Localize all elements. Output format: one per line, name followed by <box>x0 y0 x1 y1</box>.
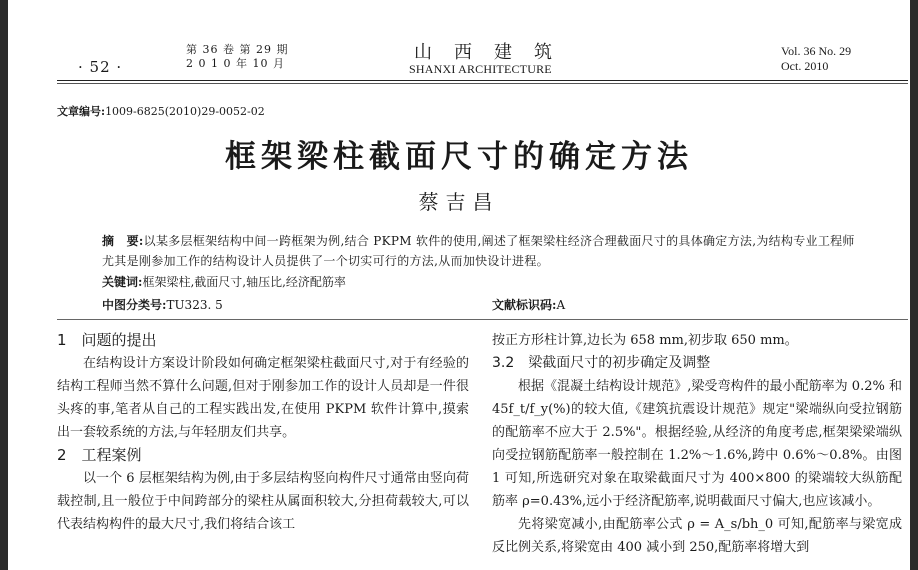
continued-text: 按正方形柱计算,边长为 658 mm,初步取 650 mm。 <box>492 333 798 348</box>
page-number: · 52 · <box>78 58 123 76</box>
keywords-label: 关键词: <box>102 275 143 289</box>
doc-code-value: A <box>556 298 566 312</box>
classification-number <box>102 296 223 313</box>
abstract <box>102 231 862 271</box>
article-number-value: 1009-6825(2010)29-0052-02 <box>105 105 265 118</box>
header-rule-thin <box>57 83 908 84</box>
volume-line2: Oct. 2010 <box>781 59 829 73</box>
section-1-heading: 1 问题的提出 <box>57 331 157 349</box>
section-2-heading: 2 工程案例 <box>57 446 142 464</box>
header-rule <box>57 80 908 81</box>
section-3-2-paragraph-2: 先将梁宽减小,由配筋率公式 ρ = A_s/bh_0 可知,配筋率与梁宽成反比例关系,将梁宽由 400 减小到 250,配筋率将增大到 <box>492 517 902 555</box>
section-3-2-paragraph-1: 根据《混凝土结构设计规范》,梁受弯构件的最小配筋率为 0.2% 和 45f_t/f_y(%)的较大值,《建筑抗震设计规范》规定"梁端纵向受拉钢筋的配筋率不应大于 2.5%"。根据经验,从经济的角度考虑,框架梁梁端纵向受拉钢筋配筋率一般控制在 1.2%～1.6%,跨中 0.6%～0.8%。由图 1 可知,所选研究对象在取梁截面尺寸为 400×800 的梁端较大纵筋配筋率 ρ=0.43%,远小于经济配筋率,说明截面尺寸偏大,也应该减小。 <box>492 379 902 509</box>
issue-info-cn <box>186 43 288 71</box>
document-code <box>492 296 565 313</box>
doc-code-label: 文献标识码: <box>492 298 557 312</box>
viewer-frame-right <box>910 0 918 570</box>
section-3-2-heading: 3.2 梁截面尺寸的初步确定及调整 <box>492 355 711 371</box>
author-name: 蔡吉昌 <box>418 190 500 214</box>
viewer-frame-left <box>0 0 8 570</box>
issue-info-cn-line2: 2 0 1 0 年 10 月 <box>186 57 285 70</box>
left-column <box>57 329 469 536</box>
abstract-divider <box>57 319 908 320</box>
journal-title-cn: 山西建筑 <box>414 42 574 63</box>
clc-label: 中图分类号: <box>102 298 167 312</box>
issue-info-cn-line1: 第 36 卷 第 29 期 <box>186 43 289 56</box>
keywords <box>102 273 346 290</box>
article-number-label: 文章编号: <box>57 105 106 118</box>
section-1-paragraph: 在结构设计方案设计阶段如何确定框架梁柱截面尺寸,对于有经验的结构工程师当然不算什么问题,但对于刚参加工作的设计人员却是一件很头疼的事,笔者从自己的工程实践出发,在使用 PKPM 软件计算中,摸索出一套较系统的方法,与年轻朋友们共享。 <box>57 356 469 440</box>
right-column <box>492 329 902 559</box>
section-2-paragraph: 以一个 6 层框架结构为例,由于多层结构竖向构件尺寸通常由竖向荷载控制,且一般位于中间跨部分的梁柱从属面积较大,分担荷载较大,可以代表结构构件的最大尺寸,我们将结合该工 <box>57 471 469 532</box>
keywords-text: 框架梁柱,截面尺寸,轴压比,经济配筋率 <box>142 275 346 289</box>
clc-value: TU323. 5 <box>166 298 223 312</box>
volume-line1: Vol. 36 No. 29 <box>781 44 852 58</box>
paper-title: 框架梁柱截面尺寸的确定方法 <box>225 139 693 175</box>
volume-info <box>781 44 851 74</box>
abstract-text: 以某多层框架结构中间一跨框架为例,结合 PKPM 软件的使用,阐述了框架梁柱经济合理截面尺寸的具体确定方法,为结构专业工程师尤其是刚参加工作的结构设计人员提供了一个切实可行的方法,从而加快设计进程。 <box>102 234 855 268</box>
article-number <box>57 103 265 119</box>
abstract-label: 摘 要: <box>102 234 144 248</box>
journal-title-en: SHANXI ARCHITECTURE <box>409 62 552 76</box>
